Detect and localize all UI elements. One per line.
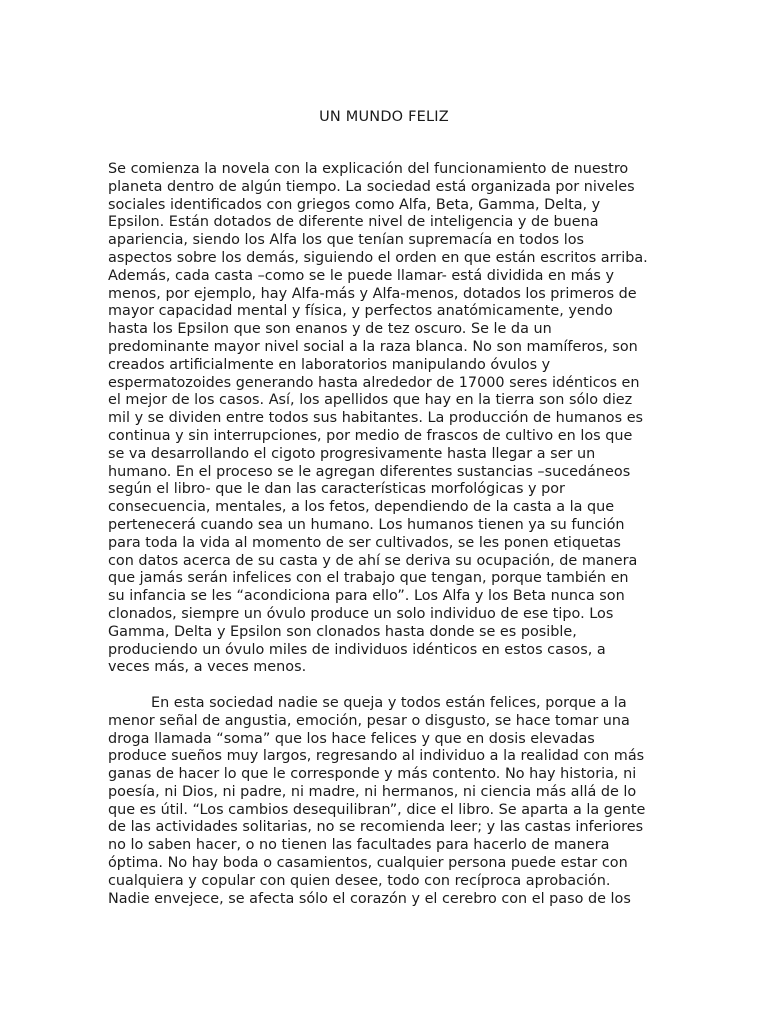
text-line: el mejor de los casos. Así, los apellidos que hay en la tierra son sólo diez	[108, 392, 633, 409]
text-line: se va desarrollando el cigoto progresivamente hasta llegar a ser un	[108, 445, 596, 462]
text-line: menos, por ejemplo, hay Alfa-más y Alfa-menos, dotados los primeros de	[108, 285, 637, 302]
text-line: Además, cada casta –como se le puede llamar- está dividida en más y	[108, 267, 614, 284]
text-line: droga llamada “soma” que los hace felices y que en dosis elevadas	[108, 730, 595, 747]
text-line: veces más, a veces menos.	[108, 659, 307, 676]
text-line: hasta los Epsilon que son enanos y de tez oscuro. Se le da un	[108, 321, 552, 338]
text-line: para toda la vida al momento de ser cultivados, se les ponen etiquetas	[108, 534, 621, 551]
text-line: según el libro- que le dan las características morfológicas y por	[108, 481, 565, 498]
text-line: de las actividades solitarias, no se recomienda leer; y las castas inferiores	[108, 819, 644, 836]
text-line: produce sueños muy largos, regresando al individuo a la realidad con más	[108, 748, 645, 765]
text-line: menor señal de angustia, emoción, pesar o disgusto, se hace tomar una	[108, 712, 630, 729]
text-line: cualquiera y copular con quien desee, todo con recíproca aprobación.	[108, 872, 611, 889]
text-line: no lo saben hacer, o no tienen las facultades para hacerlo de manera	[108, 837, 610, 854]
paragraph-1	[108, 161, 660, 677]
text-line: predominante mayor nivel social a la raza blanca. No son mamíferos, son	[108, 338, 638, 355]
text-line: creados artificialmente en laboratorios manipulando óvulos y	[108, 356, 551, 373]
text-line: En esta sociedad nadie se queja y todos están felices, porque a la	[151, 694, 627, 711]
text-line: clonados, siempre un óvulo produce un solo individuo de ese tipo. Los	[108, 605, 614, 622]
text-line: su infancia se les “acondiciona para ello”. Los Alfa y los Beta nunca son	[108, 588, 625, 605]
text-line: produciendo un óvulo miles de individuos idénticos en estos casos, a	[108, 641, 606, 658]
text-line: Gamma, Delta y Epsilon son clonados hasta donde se es posible,	[108, 623, 577, 640]
text-line: continua y sin interrupciones, por medio de frascos de cultivo en los que	[108, 427, 633, 444]
text-line: humano. En el proceso se le agregan diferentes sustancias –sucedáneos	[108, 463, 631, 480]
text-line: que es útil. “Los cambios desequilibran”, dice el libro. Se aparta a la gente	[108, 801, 646, 818]
text-line: que jamás serán infelices con el trabajo que tengan, porque también en	[108, 570, 629, 587]
text-line: planeta dentro de algún tiempo. La sociedad está organizada por niveles	[108, 178, 635, 195]
text-line: sociales identificados con griegos como Alfa, Beta, Gamma, Delta, y	[108, 196, 601, 213]
paragraph-spacer	[108, 677, 660, 695]
text-line: Se comienza la novela con la explicación del funcionamiento de nuestro	[108, 161, 629, 177]
document-body	[108, 161, 660, 908]
paragraph-2	[108, 695, 660, 909]
text-line: con datos acerca de su casta y de ahí se deriva su ocupación, de manera	[108, 552, 638, 569]
text-line: óptima. No hay boda o casamientos, cualquier persona puede estar con	[108, 855, 628, 872]
text-line: apariencia, siendo los Alfa los que tenían supremacía en todos los	[108, 232, 585, 249]
text-line: mil y se dividen entre todos sus habitantes. La producción de humanos es	[108, 410, 644, 427]
text-line: mayor capacidad mental y física, y perfectos anatómicamente, yendo	[108, 303, 613, 320]
text-line: espermatozoides generando hasta alrededor de 17000 seres idénticos en	[108, 374, 640, 391]
text-line: Nadie envejece, se afecta sólo el corazón y el cerebro con el paso de los	[108, 890, 631, 907]
text-line: ganas de hacer lo que le corresponde y más contento. No hay historia, ni	[108, 766, 637, 783]
text-line: aspectos sobre los demás, siguiendo el orden en que están escritos arriba.	[108, 249, 648, 266]
text-line: pertenecerá cuando sea un humano. Los humanos tienen ya su función	[108, 516, 625, 533]
text-line: poesía, ni Dios, ni padre, ni madre, ni hermanos, ni ciencia más allá de lo	[108, 783, 637, 800]
document-title: UN MUNDO FELIZ	[319, 109, 449, 125]
text-line: consecuencia, mentales, a los fetos, dependiendo de la casta a la que	[108, 499, 615, 516]
text-line: Epsilon. Están dotados de diferente nivel de inteligencia y de buena	[108, 214, 599, 231]
